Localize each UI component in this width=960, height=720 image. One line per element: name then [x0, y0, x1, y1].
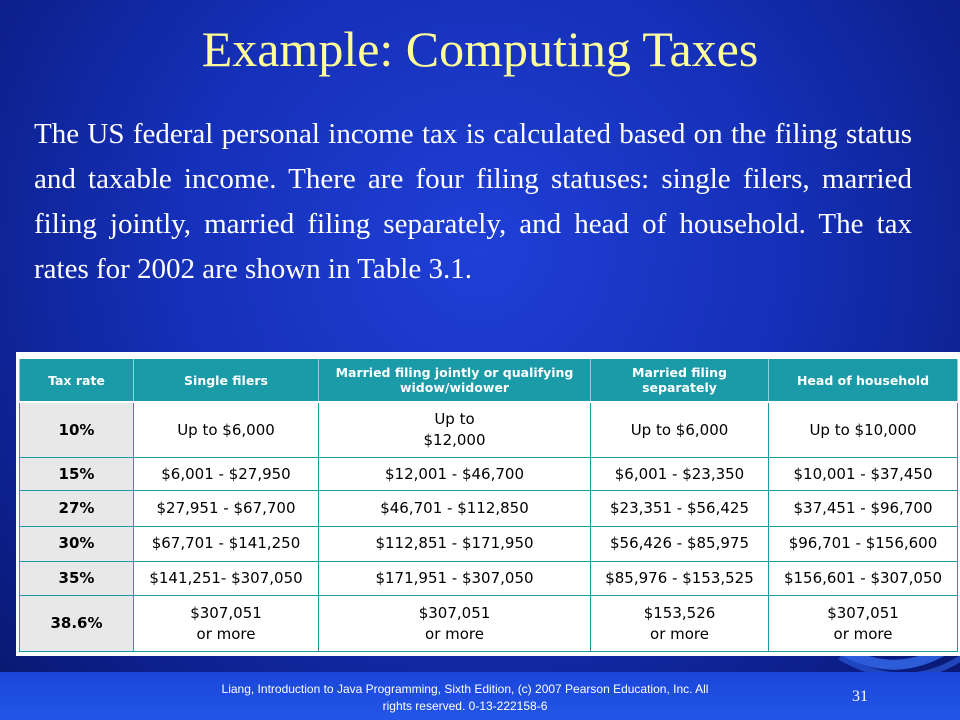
cell-line: $12,000 [423, 431, 486, 450]
header-tax-rate: Tax rate [20, 358, 134, 402]
bracket-cell [591, 596, 769, 652]
slide-body-text: The US federal personal income tax is calculated based on the filing status and taxable income. There are four filing statuses: single filers, married filing jointly, married filing separately, and head of household. The tax rates for 2002 are shown in Table 3.1. [34, 118, 912, 285]
tax-rate-cell: 27% [20, 490, 134, 527]
table-row [20, 527, 958, 561]
bracket-cell: $6,001 - $23,350 [591, 458, 769, 490]
cell-line: $307,051 [827, 603, 899, 622]
cell-line: or more [196, 624, 256, 643]
tax-rate-cell: 38.6% [20, 596, 134, 652]
table-row [20, 458, 958, 490]
tax-rate-cell: 15% [20, 458, 134, 490]
bracket-cell: $96,701 - $156,600 [769, 527, 958, 561]
bracket-cell: $141,251- $307,050 [134, 561, 319, 595]
header-single-filers: Single filers [134, 358, 319, 402]
table-header-row [20, 358, 958, 402]
cell-line: or more [833, 624, 893, 643]
bracket-cell: $56,426 - $85,975 [591, 527, 769, 561]
cell-line: or more [425, 624, 484, 643]
footer-line-2: rights reserved. 0-13-222158-6 [382, 699, 548, 713]
bracket-cell: $6,001 - $27,950 [134, 458, 319, 490]
bracket-cell: $112,851 - $171,950 [319, 527, 591, 561]
bracket-cell: $12,001 - $46,700 [319, 458, 591, 490]
tax-rate-table [19, 357, 958, 652]
bracket-cell: $23,351 - $56,425 [591, 490, 769, 527]
bracket-cell: $46,701 - $112,850 [319, 490, 591, 527]
footer-copyright [180, 681, 750, 715]
cell-line: Up to [434, 410, 475, 429]
table-row [20, 561, 958, 595]
cell-line: $307,051 [190, 603, 262, 622]
bracket-cell [769, 596, 958, 652]
cell-line: or more [650, 624, 709, 643]
bracket-cell: $156,601 - $307,050 [769, 561, 958, 595]
tax-rate-cell: 30% [20, 527, 134, 561]
table-row [20, 596, 958, 652]
bracket-cell: $67,701 - $141,250 [134, 527, 319, 561]
footer-line-1: Liang, Introduction to Java Programming, Sixth Edition, (c) 2007 Pearson Education, Inc. All [221, 682, 709, 696]
table-row [20, 402, 958, 458]
bracket-cell: $171,951 - $307,050 [319, 561, 591, 595]
bracket-cell [319, 596, 591, 652]
tax-rate-cell: 10% [20, 402, 134, 458]
bracket-cell: $10,001 - $37,450 [769, 458, 958, 490]
bracket-cell: Up to $6,000 [591, 402, 769, 458]
table-row [20, 490, 958, 527]
bracket-cell: Up to $10,000 [769, 402, 958, 458]
page-number: 31 [852, 688, 868, 705]
tax-rate-table-container [16, 352, 960, 656]
bracket-cell: $37,451 - $96,700 [769, 490, 958, 527]
bracket-cell [319, 402, 591, 458]
bracket-cell: Up to $6,000 [134, 402, 319, 458]
header-married-separately: Married filing separately [591, 358, 769, 402]
cell-line: $153,526 [643, 603, 716, 622]
slide-title: Example: Computing Taxes [201, 21, 759, 77]
bracket-cell: $85,976 - $153,525 [591, 561, 769, 595]
header-head-of-household: Head of household [769, 358, 958, 402]
bracket-cell [134, 596, 319, 652]
bracket-cell: $27,951 - $67,700 [134, 490, 319, 527]
header-married-jointly: Married filing jointly or qualifying widow/widower [319, 358, 591, 402]
tax-rate-cell: 35% [20, 561, 134, 595]
cell-line: $307,051 [418, 603, 491, 622]
